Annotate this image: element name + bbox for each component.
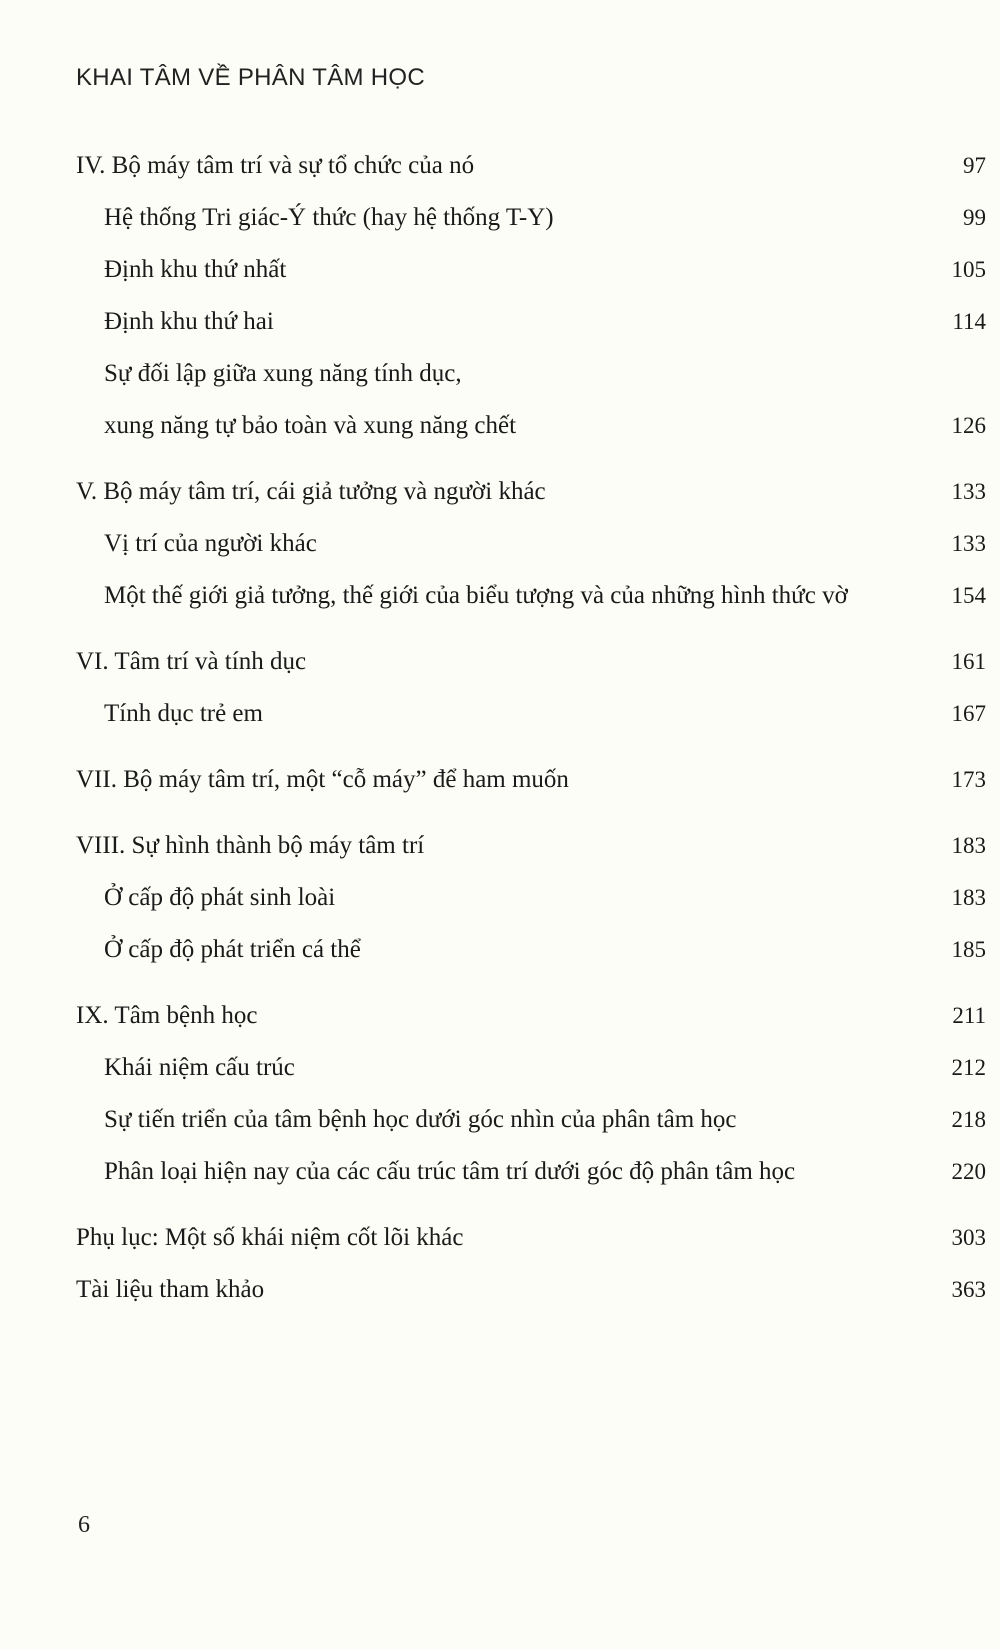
toc-entry-title: Hệ thống Tri giác-Ý thức (hay hệ thống T-Y) (104, 204, 554, 231)
toc-entry-page: 154 (951, 583, 986, 608)
toc-entry-title: Định khu thứ nhất (104, 256, 287, 283)
toc-entry-section[interactable] (76, 872, 986, 924)
toc-entry-title: Một thế giới giả tưởng, thế giới của biểu tượng và của những hình thức vờ (104, 582, 848, 609)
toc-entry-chapter-vi[interactable] (76, 636, 986, 688)
toc-entry-section[interactable] (76, 570, 986, 622)
toc-entry-title: Ở cấp độ phát sinh loài (104, 884, 336, 911)
toc-entry-page: 105 (951, 257, 986, 282)
toc-entry-page: 211 (952, 1003, 986, 1028)
toc-entry-section-multiline[interactable] (76, 348, 986, 452)
toc-entry-chapter-ix[interactable] (76, 990, 986, 1042)
toc-entry-appendix[interactable] (76, 1212, 986, 1264)
toc-entry-title: IX. Tâm bệnh học (76, 1002, 258, 1029)
toc-entry-section[interactable] (76, 688, 986, 740)
toc-entry-chapter-viii[interactable] (76, 820, 986, 872)
toc-entry-section[interactable] (76, 1094, 986, 1146)
toc-entry-chapter-iv[interactable] (76, 140, 986, 192)
toc-entry-section[interactable] (76, 518, 986, 570)
toc-entry-chapter-v[interactable] (76, 466, 986, 518)
toc-entry-page: 173 (951, 767, 986, 792)
toc-entry-section[interactable] (76, 924, 986, 976)
toc-entry-title: VI. Tâm trí và tính dục (76, 648, 307, 675)
toc-entry-title: IV. Bộ máy tâm trí và sự tổ chức của nó (76, 152, 475, 179)
table-of-contents (76, 140, 986, 1316)
toc-entry-title: Phụ lục: Một số khái niệm cốt lõi khác (76, 1224, 464, 1251)
toc-entry-page: 363 (951, 1277, 986, 1302)
toc-entry-title: Khái niệm cấu trúc (104, 1054, 295, 1081)
toc-entry-section[interactable] (76, 1146, 986, 1198)
toc-entry-title: Ở cấp độ phát triển cá thể (104, 936, 361, 963)
toc-entry-title: Sự tiến triển của tâm bệnh học dưới góc nhìn của phân tâm học (104, 1106, 737, 1133)
toc-entry-chapter-vii[interactable] (76, 754, 986, 806)
toc-entry-title-line1: Sự đối lập giữa xung năng tính dục, (104, 360, 462, 387)
toc-entry-section[interactable] (76, 296, 986, 348)
toc-entry-title: Vị trí của người khác (104, 530, 317, 557)
toc-entry-page: 133 (951, 479, 986, 504)
toc-entry-title: VII. Bộ máy tâm trí, một “cỗ máy” để ham muốn (76, 766, 569, 793)
toc-entry-page: 114 (952, 309, 986, 334)
toc-entry-page: 99 (963, 205, 986, 230)
toc-entry-page: 183 (951, 885, 986, 910)
toc-entry-bibliography[interactable] (76, 1264, 986, 1316)
toc-entry-page: 183 (951, 833, 986, 858)
toc-entry-page: 167 (951, 701, 986, 726)
toc-entry-page: 220 (951, 1159, 986, 1184)
toc-entry-title: Phân loại hiện nay của các cấu trúc tâm trí dưới góc độ phân tâm học (104, 1158, 796, 1185)
toc-entry-page: 133 (951, 531, 986, 556)
toc-entry-title: Tài liệu tham khảo (76, 1276, 265, 1303)
toc-entry-page: 97 (963, 153, 986, 178)
toc-entry-section[interactable] (76, 244, 986, 296)
toc-entry-page: 303 (951, 1225, 986, 1250)
toc-entry-page: 218 (951, 1107, 986, 1132)
toc-entry-section[interactable] (76, 192, 986, 244)
toc-entry-page: 126 (951, 413, 986, 438)
toc-entry-title-line2: xung năng tự bảo toàn và xung năng chết (104, 412, 517, 439)
toc-entry-page: 185 (951, 937, 986, 962)
toc-entry-section[interactable] (76, 1042, 986, 1094)
page-number: 6 (78, 1512, 90, 1538)
toc-entry-page: 212 (951, 1055, 986, 1080)
running-header: KHAI TÂM VỀ PHÂN TÂM HỌC (76, 64, 426, 91)
toc-entry-title: VIII. Sự hình thành bộ máy tâm trí (76, 832, 425, 859)
toc-entry-title: Tính dục trẻ em (104, 700, 263, 727)
toc-entry-title: Định khu thứ hai (104, 308, 274, 335)
toc-entry-title: V. Bộ máy tâm trí, cái giả tưởng và người khác (76, 478, 546, 505)
toc-entry-page: 161 (951, 649, 986, 674)
